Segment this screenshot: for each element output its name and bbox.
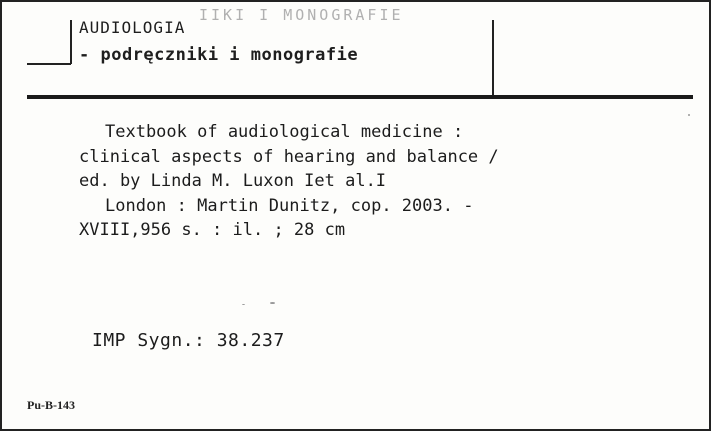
paper-speck: [270, 302, 275, 304]
header-divider: [27, 95, 693, 99]
entry-editor-line: ed. by Linda M. Luxon Iet al.I: [79, 171, 387, 191]
entry-physical-description-line: XVIII,956 s. : il. ; 28 cm: [79, 220, 346, 240]
right-vertical-rule: [492, 20, 494, 96]
card-catalog-id: Pu-B-143: [27, 398, 75, 412]
heading-vertical-rule: [70, 20, 72, 64]
heading-horizontal-rule: [27, 63, 71, 65]
ghost-heading-text: IIKI I MONOGRAFIE: [199, 6, 404, 24]
paper-speck: [242, 304, 245, 305]
entry-publisher-line: London : Martin Dunitz, cop. 2003. -: [105, 195, 474, 216]
entry-subtitle-line: clinical aspects of hearing and balance /: [79, 146, 499, 167]
paper-speck: [688, 114, 690, 116]
subject-subheading: - podręczniki i monografie: [79, 45, 359, 65]
bibliographic-entry: [2, 120, 711, 243]
call-number: IMP Sygn.: 38.237: [92, 330, 285, 351]
entry-title-line: Textbook of audiological medicine :: [105, 122, 464, 142]
subject-heading: AUDIOLOGIA: [79, 18, 186, 37]
